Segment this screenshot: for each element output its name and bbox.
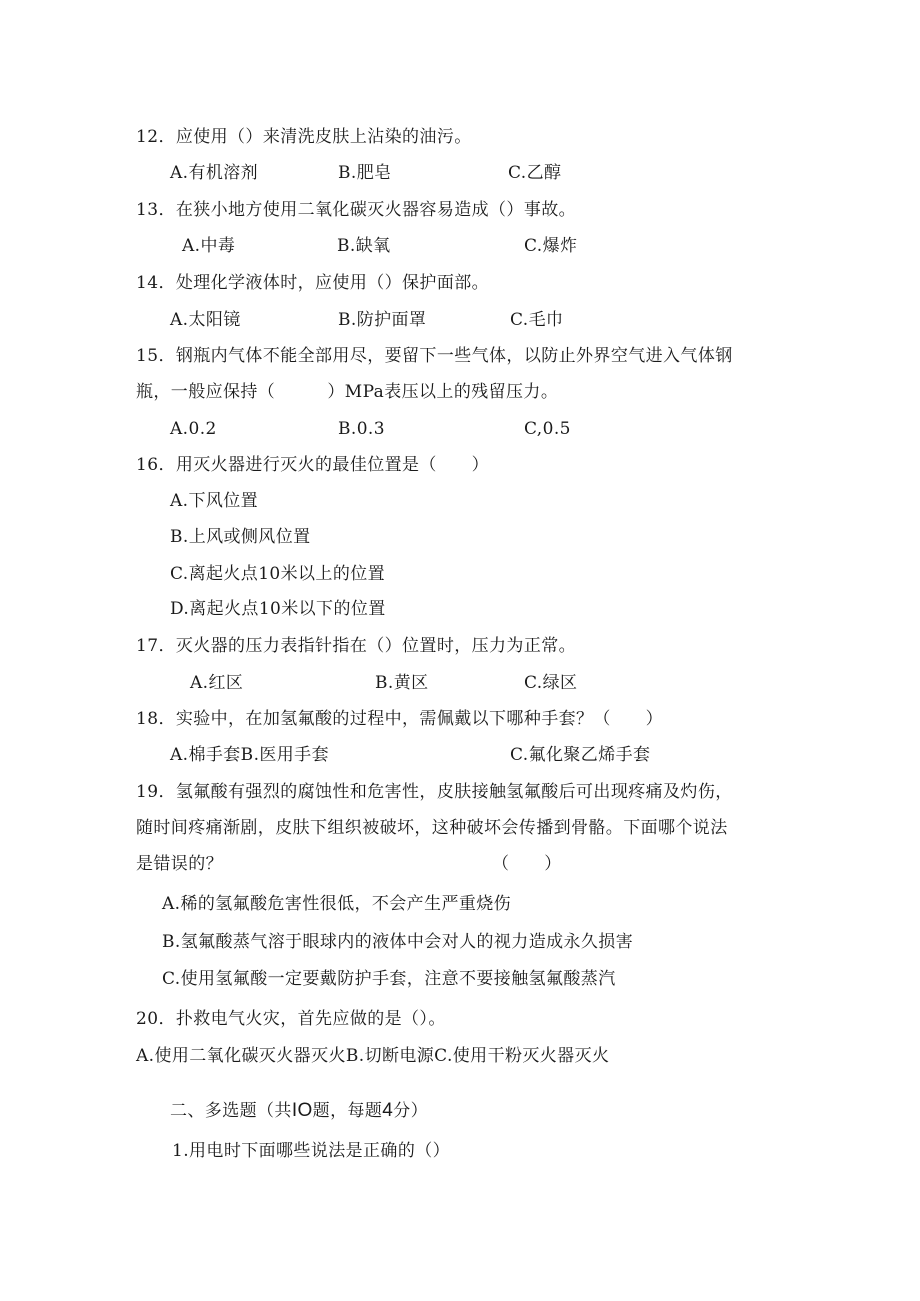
question-number: 15 bbox=[136, 346, 159, 366]
question-15-cont: 瓶，一般应保持（ ）MPa表压以上的残留压力。 bbox=[136, 382, 559, 402]
question-19-cont-1: 随时间疼痛渐剧，皮肤下组织被破坏，这种破坏会传播到骨骼。下面哪个说法 bbox=[136, 818, 728, 838]
option-19-b: B.氢氟酸蒸气溶于眼球内的液体中会对人的视力造成永久损害 bbox=[162, 932, 634, 952]
option-18-ab: A.棉手套B.医用手套 bbox=[170, 745, 329, 765]
question-14 bbox=[136, 272, 489, 294]
question-text: ．在狭小地方使用二氧化碳灭火器容易造成（）事故。 bbox=[158, 200, 577, 220]
option-12-b: B.肥皂 bbox=[338, 163, 392, 183]
option-17-c: C.绿区 bbox=[524, 673, 578, 693]
answer-paren: （ ） bbox=[492, 854, 562, 874]
option-13-b: B.缺氧 bbox=[337, 236, 391, 256]
multi-question-1: 1.用电时下面哪些说法是正确的（） bbox=[172, 1141, 451, 1161]
question-number: 16 bbox=[136, 455, 159, 475]
option-19-a: A.稀的氢氟酸危害性很低，不会产生严重烧伤 bbox=[162, 894, 512, 914]
option-13-a: A.中毒 bbox=[182, 236, 236, 256]
question-13 bbox=[136, 199, 576, 221]
section-points: 4 bbox=[382, 1100, 394, 1121]
question-16 bbox=[136, 454, 489, 476]
option-16-d: D.离起火点10米以下的位置 bbox=[170, 599, 386, 619]
question-number: 20 bbox=[136, 1009, 159, 1029]
question-number: 13 bbox=[136, 200, 159, 220]
option-12-a: A.有机溶剂 bbox=[170, 163, 259, 183]
option-16-a: A.下风位置 bbox=[170, 491, 259, 511]
option-16-c: C.离起火点10米以上的位置 bbox=[170, 564, 386, 584]
option-18-c: C.氟化聚乙烯手套 bbox=[510, 745, 651, 765]
question-19-cont-2: 是错误的？ bbox=[136, 854, 223, 874]
question-12 bbox=[136, 126, 472, 148]
question-20 bbox=[136, 1008, 446, 1030]
question-text: ．灭火器的压力表指针指在（）位置时，压力为正常。 bbox=[158, 636, 577, 656]
question-text: ．实验中，在加氢氟酸的过程中，需佩戴以下哪种手套？（ ） bbox=[158, 709, 664, 729]
option-20: A.使用二氧化碳灭火器灭火B.切断电源C.使用干粉灭火器灭火 bbox=[136, 1046, 610, 1066]
question-number: 19 bbox=[136, 782, 159, 802]
option-19-c: C.使用氢氟酸一定要戴防护手套，注意不要接触氢氟酸蒸汽 bbox=[162, 969, 616, 989]
option-14-a: A.太阳镜 bbox=[170, 310, 241, 330]
option-12-c: C.乙醇 bbox=[508, 163, 562, 183]
question-text: ．处理化学液体时，应使用（）保护面部。 bbox=[158, 273, 490, 293]
question-number: 14 bbox=[136, 273, 159, 293]
section-suffix: 分） bbox=[393, 1101, 429, 1121]
question-15 bbox=[136, 345, 733, 367]
option-15-b: B.0.3 bbox=[338, 419, 385, 439]
section-mid: 题，每题 bbox=[312, 1101, 383, 1121]
section-heading-multi-choice bbox=[170, 1100, 428, 1122]
question-text: ．氢氟酸有强烈的腐蚀性和危害性，皮肤接触氢氟酸后可出现疼痛及灼伤， bbox=[158, 782, 733, 802]
question-text: ．应使用（）来清洗皮肤上沾染的油污。 bbox=[158, 127, 472, 147]
question-text: ．扑救电气火灾，首先应做的是（）。 bbox=[158, 1009, 446, 1029]
option-16-b: B.上风或侧风位置 bbox=[170, 527, 311, 547]
section-count: IO bbox=[291, 1100, 313, 1121]
question-19 bbox=[136, 781, 733, 803]
question-number: 18 bbox=[136, 709, 159, 729]
question-text: ．用灭火器进行灭火的最佳位置是（ ） bbox=[158, 455, 490, 475]
question-18 bbox=[136, 708, 663, 730]
question-17 bbox=[136, 635, 576, 657]
question-number: 12 bbox=[136, 127, 159, 147]
option-15-a: A.0.2 bbox=[170, 419, 217, 439]
section-prefix: 二、多选题（共 bbox=[170, 1101, 292, 1121]
option-17-a: A.红区 bbox=[190, 673, 244, 693]
option-14-c: C.毛巾 bbox=[510, 310, 564, 330]
option-13-c: C.爆炸 bbox=[524, 236, 578, 256]
option-17-b: B.黄区 bbox=[375, 673, 429, 693]
option-15-c: C,0.5 bbox=[524, 419, 571, 439]
question-text: ．钢瓶内气体不能全部用尽，要留下一些气体，以防止外界空气进入气体钢 bbox=[158, 346, 733, 366]
option-14-b: B.防护面罩 bbox=[338, 310, 427, 330]
question-number: 17 bbox=[136, 636, 159, 656]
